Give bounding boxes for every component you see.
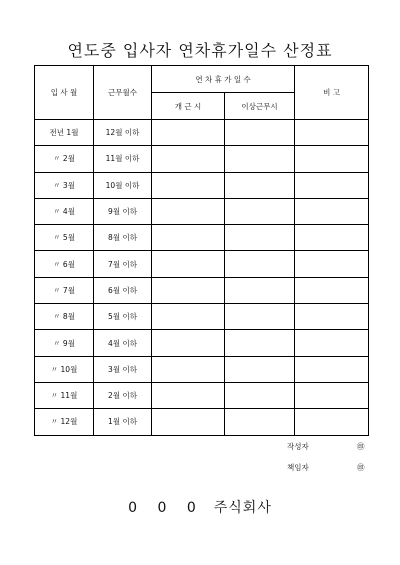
remarks-cell bbox=[295, 304, 369, 330]
over-90-percent-cell bbox=[225, 409, 295, 435]
header-remarks: 비 고 bbox=[295, 66, 369, 120]
manager-label: 책임자 bbox=[287, 463, 309, 472]
table-row bbox=[35, 172, 369, 198]
over-90-percent-cell bbox=[225, 198, 295, 224]
service-months-cell: 12월 이하 bbox=[94, 120, 152, 146]
table-row bbox=[35, 382, 369, 408]
table-row bbox=[35, 198, 369, 224]
service-months-cell: 8월 이하 bbox=[94, 225, 152, 251]
company-placeholder: 0 0 0 bbox=[128, 500, 204, 516]
table-row bbox=[35, 277, 369, 303]
full-attendance-cell bbox=[152, 172, 225, 198]
remarks-cell bbox=[295, 277, 369, 303]
table-row bbox=[35, 225, 369, 251]
hire-month-cell: 〃 12월 bbox=[35, 409, 94, 435]
service-months-cell: 6월 이하 bbox=[94, 277, 152, 303]
hire-month-cell: 〃 8월 bbox=[35, 304, 94, 330]
over-90-percent-cell bbox=[225, 382, 295, 408]
over-90-percent-cell bbox=[225, 251, 295, 277]
service-months-cell: 2월 이하 bbox=[94, 382, 152, 408]
header-leave-days: 연 차 휴 가 일 수 bbox=[152, 66, 295, 93]
table-row bbox=[35, 409, 369, 435]
table-row bbox=[35, 146, 369, 172]
service-months-cell: 3월 이하 bbox=[94, 356, 152, 382]
document-title: 연도중 입사자 연차휴가일수 산정표 bbox=[67, 41, 333, 60]
service-months-cell: 11월 이하 bbox=[94, 146, 152, 172]
service-months-cell: 4월 이하 bbox=[94, 330, 152, 356]
table-row bbox=[35, 120, 369, 146]
full-attendance-cell bbox=[152, 120, 225, 146]
company-name bbox=[0, 497, 400, 517]
leave-calculation-table bbox=[34, 65, 369, 436]
header-service-months: 근무월수 bbox=[94, 66, 152, 120]
hire-month-cell: 〃 4월 bbox=[35, 198, 94, 224]
over-90-percent-cell bbox=[225, 356, 295, 382]
remarks-cell bbox=[295, 382, 369, 408]
service-months-cell: 1월 이하 bbox=[94, 409, 152, 435]
full-attendance-cell bbox=[152, 277, 225, 303]
full-attendance-cell bbox=[152, 198, 225, 224]
full-attendance-cell bbox=[152, 304, 225, 330]
hire-month-cell: 〃 10월 bbox=[35, 356, 94, 382]
remarks-cell bbox=[295, 146, 369, 172]
table-row bbox=[35, 251, 369, 277]
remarks-cell bbox=[295, 198, 369, 224]
remarks-cell bbox=[295, 330, 369, 356]
company-suffix: 주식회사 bbox=[213, 500, 272, 516]
header-full-attendance: 개 근 시 bbox=[152, 93, 225, 120]
over-90-percent-cell bbox=[225, 172, 295, 198]
remarks-cell bbox=[295, 172, 369, 198]
writer-label: 작성자 bbox=[287, 442, 309, 451]
hire-month-cell: 〃 3월 bbox=[35, 172, 94, 198]
over-90-percent-cell bbox=[225, 120, 295, 146]
remarks-cell bbox=[295, 251, 369, 277]
over-90-percent-cell bbox=[225, 146, 295, 172]
hire-month-cell: 〃 11월 bbox=[35, 382, 94, 408]
full-attendance-cell bbox=[152, 146, 225, 172]
hire-month-cell: 〃 5월 bbox=[35, 225, 94, 251]
remarks-cell bbox=[295, 120, 369, 146]
service-months-cell: 7월 이하 bbox=[94, 251, 152, 277]
hire-month-cell: 전년 1월 bbox=[35, 120, 94, 146]
hire-month-cell: 〃 7월 bbox=[35, 277, 94, 303]
table-row bbox=[35, 304, 369, 330]
remarks-cell bbox=[295, 356, 369, 382]
remarks-cell bbox=[295, 409, 369, 435]
full-attendance-cell bbox=[152, 409, 225, 435]
remarks-cell bbox=[295, 225, 369, 251]
full-attendance-cell bbox=[152, 356, 225, 382]
header-hire-month: 입 사 월 bbox=[35, 66, 94, 120]
service-months-cell: 9월 이하 bbox=[94, 198, 152, 224]
full-attendance-cell bbox=[152, 251, 225, 277]
service-months-cell: 5월 이하 bbox=[94, 304, 152, 330]
hire-month-cell: 〃 6월 bbox=[35, 251, 94, 277]
over-90-percent-cell bbox=[225, 277, 295, 303]
hire-month-cell: 〃 2월 bbox=[35, 146, 94, 172]
table-row bbox=[35, 356, 369, 382]
full-attendance-cell bbox=[152, 382, 225, 408]
seal-mark: ㊞ bbox=[357, 442, 365, 451]
seal-mark: ㊞ bbox=[357, 463, 365, 472]
full-attendance-cell bbox=[152, 330, 225, 356]
over-90-percent-cell bbox=[225, 330, 295, 356]
over-90-percent-cell bbox=[225, 225, 295, 251]
hire-month-cell: 〃 9월 bbox=[35, 330, 94, 356]
table-row bbox=[35, 330, 369, 356]
header-over-90-percent: 이상근무시 bbox=[225, 93, 295, 120]
full-attendance-cell bbox=[152, 225, 225, 251]
over-90-percent-cell bbox=[225, 304, 295, 330]
service-months-cell: 10월 이하 bbox=[94, 172, 152, 198]
